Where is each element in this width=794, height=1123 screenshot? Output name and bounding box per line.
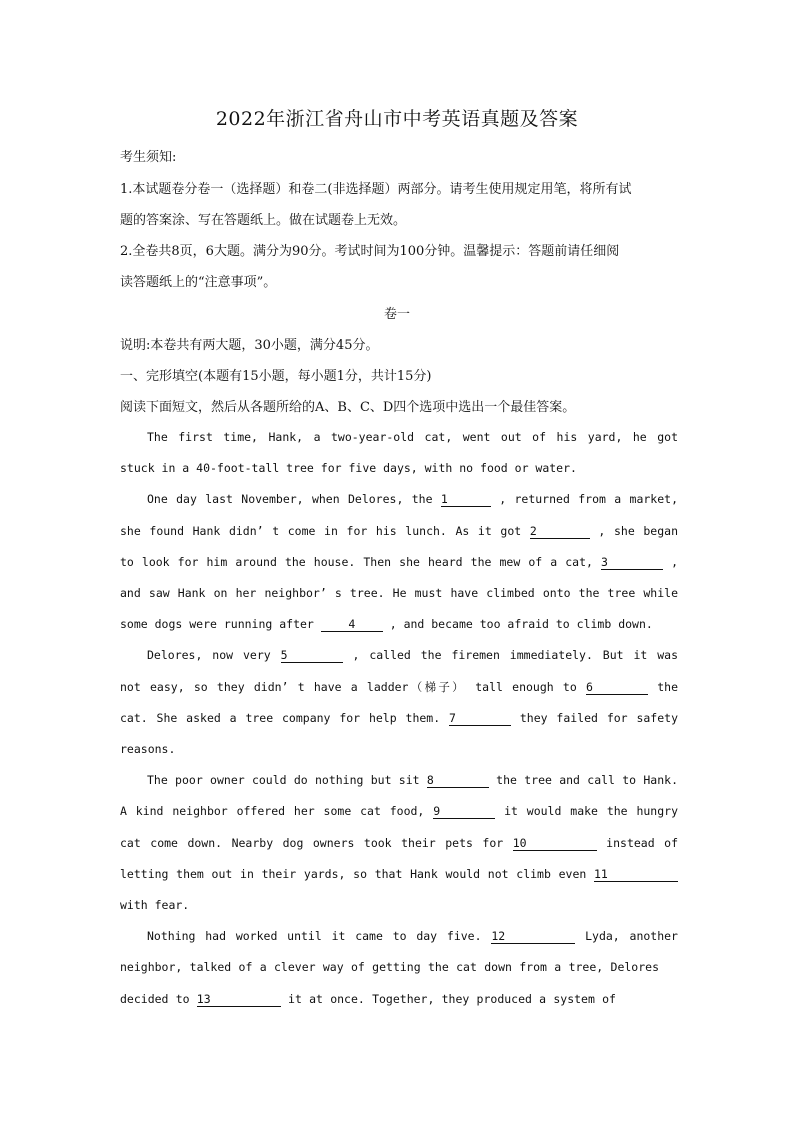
passage-line — [120, 804, 678, 819]
passage-line — [147, 773, 678, 788]
notice-item-2-line-1: 2.全卷共8页，6大题。满分为90分。考试时间为100分钟。温馨提示：答题前请任细阅 — [120, 244, 620, 259]
volume-title: 卷一 — [383, 307, 410, 322]
notice-heading: 考生须知: — [120, 150, 177, 165]
passage-line — [120, 867, 678, 882]
notice-item-2-line-2: 读答题纸上的“注意事项”。 — [120, 275, 277, 290]
passage-text: A kind neighbor offered her some cat food, — [120, 804, 434, 818]
passage-line — [120, 992, 616, 1007]
section-heading: 一、完形填空(本题有15小题，每小题1分，共计15分) — [120, 369, 432, 384]
passage-text: cat. She asked a tree company for help them. — [120, 711, 449, 725]
blank-4: 4 — [321, 618, 383, 632]
blank-12: 12 — [491, 930, 575, 944]
passage-line — [120, 679, 678, 695]
passage-text: she found Hank didn’ t come in for his lunch. As it got — [120, 524, 530, 538]
blank-13: 13 — [197, 993, 281, 1007]
passage-text: it at once. Together, they produced a system of — [280, 992, 616, 1006]
blank-8: 8 — [427, 774, 489, 788]
passage-text: Nothing had worked until it came to day five. — [147, 929, 492, 943]
passage-text: , returned from a market, — [490, 492, 679, 506]
passage-line: and saw Hank on her neighbor’ s tree. He must have climbed onto the tree while — [120, 586, 678, 600]
passage-text: they failed for safety — [511, 711, 678, 725]
passage-line — [120, 555, 678, 570]
blank-3: 3 — [601, 556, 663, 570]
blank-1: 1 — [441, 493, 491, 507]
passage-text: decided to — [120, 992, 197, 1006]
passage-text: the — [648, 680, 679, 694]
passage-text: Lyda, another — [575, 929, 678, 943]
blank-10: 10 — [513, 837, 597, 851]
passage-text: , called the firemen immediately. But it was — [342, 648, 679, 662]
blank-2: 2 — [530, 525, 590, 539]
page-title: 2022年浙江省舟山市中考英语真题及答案 — [215, 108, 579, 130]
blank-7: 7 — [449, 712, 511, 726]
blank-11: 11 — [594, 868, 678, 882]
passage-line: with fear. — [120, 898, 190, 912]
passage-line — [120, 617, 678, 632]
passage-text: some dogs were running after — [120, 617, 321, 631]
passage-line — [120, 711, 678, 726]
blank-5: 5 — [281, 649, 343, 663]
passage-line — [147, 648, 678, 663]
passage-text: it would make the hungry — [495, 804, 678, 818]
passage-text: the tree and call to Hank. — [488, 773, 679, 787]
passage-line: The first time, Hank, a two-year-old cat, went out of his yard, he got — [147, 430, 678, 444]
passage-line — [147, 929, 678, 944]
passage-line — [120, 524, 678, 539]
passage-text: , she began — [589, 524, 678, 538]
notice-item-1-line-1: 1.本试题卷分卷一（选择题）和卷二(非选择题）两部分。请考生使用规定用笔，将所有试 — [120, 182, 632, 197]
passage-text: letting them out in their yards, so that Hank would not climb even — [120, 867, 594, 881]
passage-line — [147, 492, 678, 507]
passage-text: One day last November, when Delores, the — [147, 492, 441, 506]
passage-line: neighbor, talked of a clever way of getting the cat down from a tree, Delores — [120, 960, 659, 974]
passage-text: Delores, now very — [147, 648, 281, 662]
passage-text: cat come down. Nearby dog owners took their pets for — [120, 836, 513, 850]
passage-text: instead of — [596, 836, 678, 850]
explanation: 说明:本卷共有两大题，30小题，满分45分。 — [120, 338, 379, 353]
passage-text: to look for him around the house. Then she heard the mew of a cat, — [120, 555, 601, 569]
passage-line: stuck in a 40-foot-tall tree for five days, with no food or water. — [120, 461, 577, 475]
passage-line: reasons. — [120, 742, 176, 756]
section-instruction: 阅读下面短文，然后从各题所给的A、B、C、D四个选项中选出一个最佳答案。 — [120, 400, 576, 415]
blank-6: 6 — [586, 681, 648, 695]
passage-text: The poor owner could do nothing but sit — [147, 773, 427, 787]
blank-9: 9 — [433, 805, 495, 819]
passage-text: , — [663, 555, 678, 569]
passage-text: not easy, so they didn’ t have a ladder（梯子） tall enough to — [120, 680, 586, 694]
passage-line — [120, 836, 678, 851]
passage-text: , and became too afraid to climb down. — [382, 617, 653, 631]
notice-item-1-line-2: 题的答案涂、写在答题纸上。做在试题卷上无效。 — [120, 213, 407, 228]
